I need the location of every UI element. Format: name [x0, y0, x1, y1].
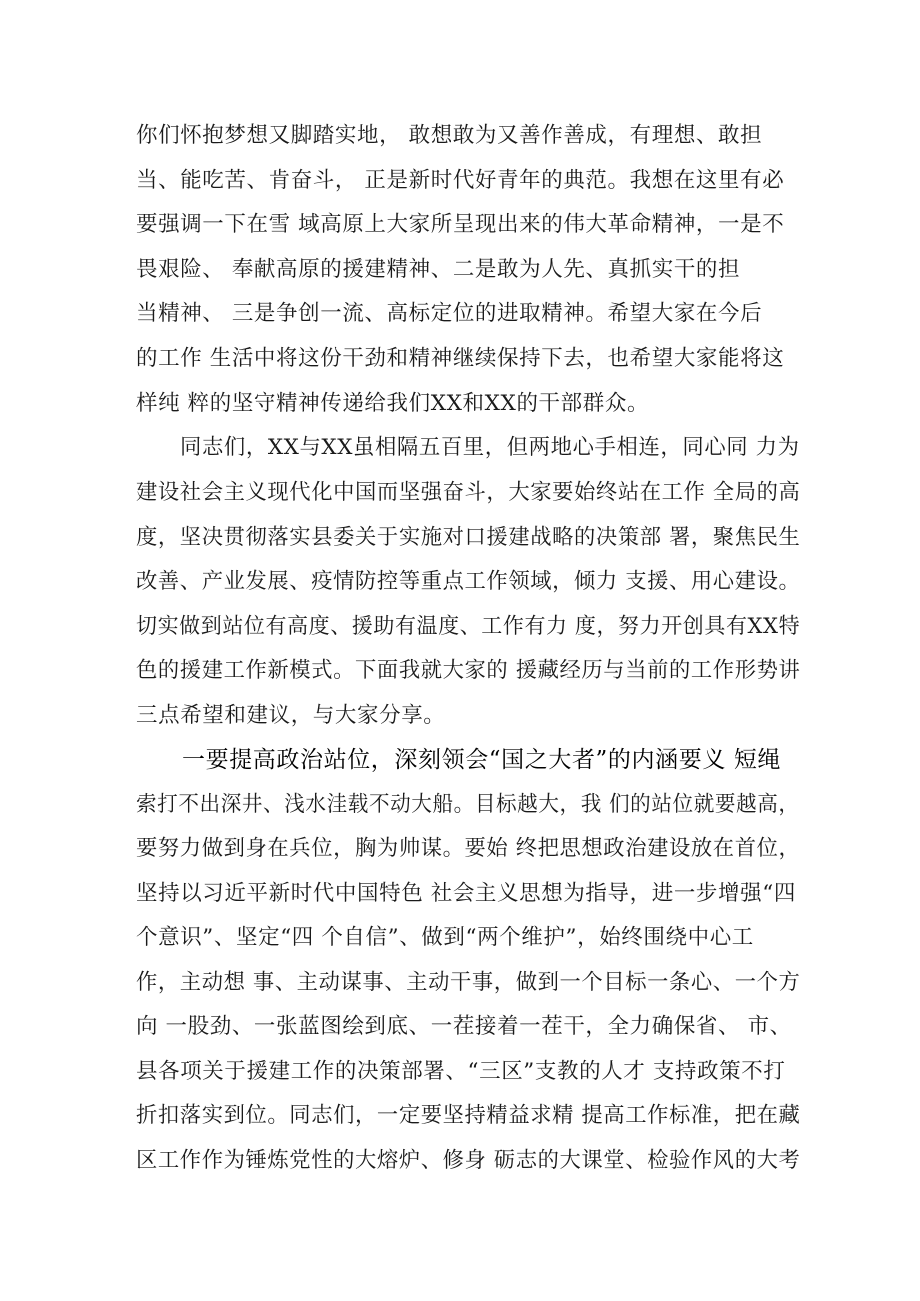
- text-line: 改善、产业发展、疫情防控等重点工作领域，倾力 支援、用心建设。: [136, 569, 801, 594]
- text-line: 的工作 生活中将这份干劲和精神继续保持下去，也希望大家能将这: [136, 346, 785, 371]
- text-line: 县各项关于援建工作的决策部署、“三区”支教的人才 支持政策不打: [136, 1059, 786, 1084]
- text-line: 作，主动想 事、主动谋事、主动干事，做到一个目标一条心、一个方: [136, 970, 801, 995]
- text-line: 畏艰险、 奉献高原的援建精神、二是敢为人先、真抓实干的担: [136, 257, 741, 282]
- text-line: 要强调一下在雪 域高原上大家所呈现出来的伟大革命精神，一是不: [136, 212, 785, 237]
- paragraph-start-line: 同志们，XX与XX虽相隔五百里，但两地心手相连，同心同 力为: [180, 435, 800, 460]
- text-line: 你们怀抱梦想又脚踏实地， 敢想敢为又善作善成，有理想、敢担: [136, 123, 763, 148]
- text-line: 向 一股劲、一张蓝图绘到底、一茬接着一茬干，全力确保省、 市、: [136, 1014, 792, 1039]
- text-line: 索打不出深井、浅水洼载不动大船。目标越大，我 们的站位就要越高，: [136, 792, 800, 817]
- section-heading-line: 一要提高政治站位，深刻领会“国之大者”的内涵要义 短绳: [182, 747, 782, 773]
- text-line: 样纯 粹的坚守精神传递给我们XX和XX的干部群众。: [136, 391, 650, 416]
- text-line: 坚持以习近平新时代中国特色 社会主义思想为指导，进一步增强“四: [136, 881, 796, 906]
- text-line: 当精神、 三是争创一流、高标定位的进取精神。希望大家在今后: [136, 301, 763, 326]
- text-line: 要努力做到身在兵位，胸为帅谋。要始 终把思想政治建设放在首位，: [136, 836, 801, 861]
- text-line: 三点希望和建议，与大家分享。: [136, 703, 446, 728]
- text-line: 色的援建工作新模式。下面我就大家的 援藏经历与当前的工作形势讲: [136, 658, 801, 683]
- text-line: 建设社会主义现代化中国而坚强奋斗，大家要始终站在工作 全局的高: [136, 480, 801, 505]
- text-line: 度，坚决贯彻落实县委关于实施对口援建战略的决策部 署，聚焦民生: [136, 525, 801, 550]
- text-line: 当、能吃苦、肯奋斗， 正是新时代好青年的典范。我想在这里有必: [136, 168, 785, 193]
- text-line: 折扣落实到位。同志们，一定要坚持精益求精 提高工作标准，把在藏: [136, 1103, 801, 1128]
- text-line: 个意识”、坚定“四 个自信”、做到“两个维护”，始终围绕中心工: [136, 925, 754, 950]
- text-line: 区工作作为锤炼党性的大熔炉、修身 砺志的大课堂、检验作风的大考: [136, 1148, 801, 1173]
- text-line: 切实做到站位有高度、援助有温度、工作有力 度，努力开创具有XX特: [136, 614, 801, 639]
